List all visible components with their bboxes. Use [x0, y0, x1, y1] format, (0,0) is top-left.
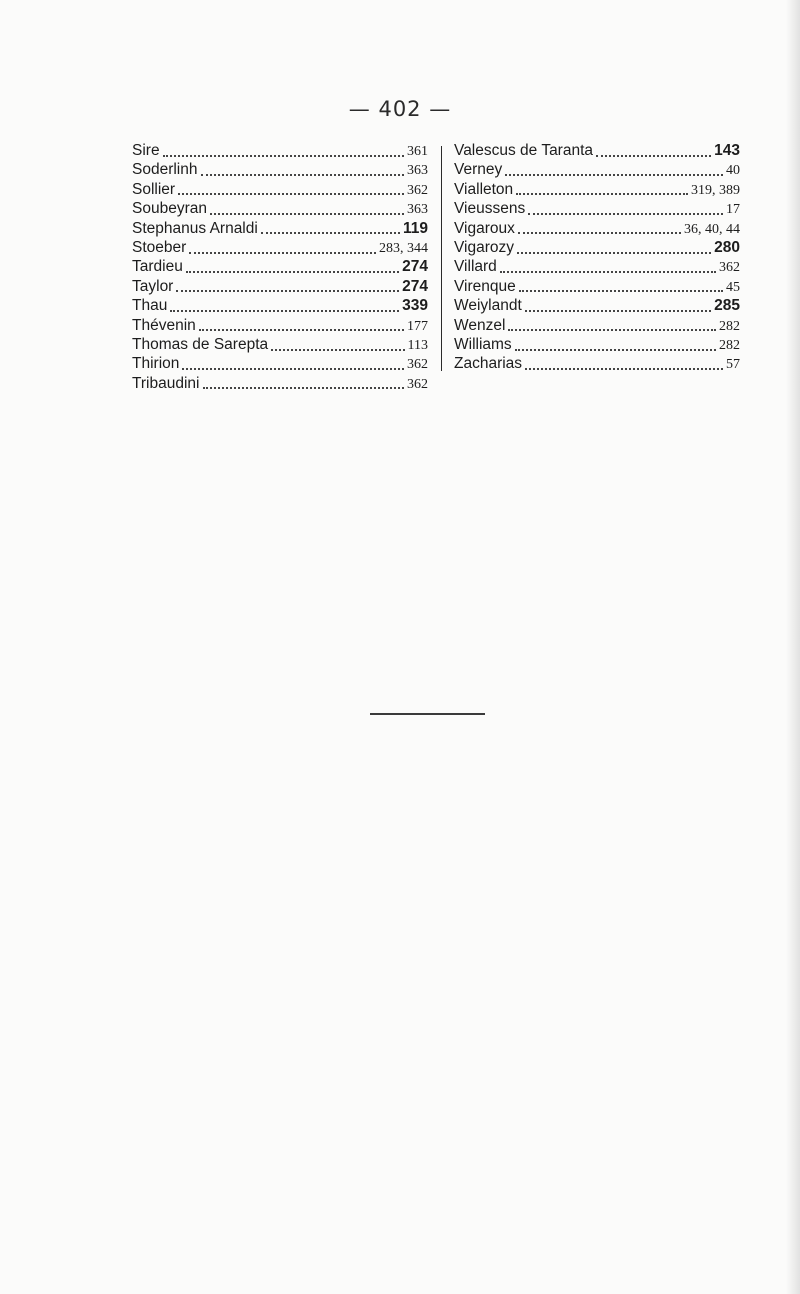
end-rule [370, 713, 485, 715]
entry-name: Vialleton [454, 180, 514, 198]
entry-pages: 113 [407, 337, 428, 353]
dot-leader [210, 213, 404, 215]
entry-name: Weiylandt [454, 297, 522, 315]
entry-name: Verney [454, 161, 503, 179]
entry-pages: 363 [407, 202, 428, 218]
index-entry [132, 354, 428, 373]
entry-pages: 282 [719, 318, 740, 334]
entry-pages: 36, 40, 44 [684, 221, 740, 237]
entry-pages: 282 [719, 337, 740, 353]
index-entry [132, 296, 428, 315]
dot-leader [525, 368, 723, 370]
index-entry [454, 277, 740, 296]
entry-pages: 361 [407, 144, 428, 159]
entry-name: Vieussens [454, 200, 526, 218]
index-entry [454, 160, 740, 179]
dot-leader [517, 252, 711, 254]
dot-leader [176, 290, 399, 292]
dot-leader [170, 310, 399, 312]
dot-leader [271, 349, 404, 351]
index-entry [132, 335, 428, 354]
entry-name: Soubeyran [132, 200, 207, 218]
index-entry [454, 219, 740, 238]
entry-name: Vigarozy [454, 238, 515, 256]
entry-name: Villard [454, 258, 497, 276]
entry-pages: 143 [714, 142, 740, 159]
entry-name: Wenzel [454, 316, 506, 334]
index-entry [454, 335, 740, 354]
entry-pages: 119 [402, 219, 428, 237]
entry-name: Thirion [132, 355, 180, 373]
index-entry [454, 199, 740, 218]
index-entry [132, 316, 428, 335]
index-entry [454, 180, 740, 199]
entry-name: Tardieu [132, 258, 183, 276]
entry-name: Valescus de Taranta [454, 142, 594, 159]
index-entry [132, 160, 428, 179]
page-number: — 402 — [348, 97, 452, 121]
index-entry [132, 141, 428, 160]
index-entry [454, 296, 740, 315]
dot-leader [519, 290, 723, 292]
column-divider [441, 146, 442, 371]
entry-pages: 274 [402, 258, 428, 276]
dot-leader [596, 155, 711, 157]
index-column-left [132, 141, 428, 393]
entry-name: Stephanus Arnaldi [132, 219, 258, 237]
page-edge-shadow [786, 0, 800, 1294]
index-entry [132, 180, 428, 199]
dot-leader [186, 271, 399, 273]
index-entry [132, 199, 428, 218]
dot-leader [178, 193, 404, 195]
dot-leader [515, 349, 716, 351]
entry-pages: 274 [402, 277, 428, 295]
entry-pages: 363 [407, 163, 428, 179]
entry-name: Thomas de Sarepta [132, 335, 269, 353]
index-entry [454, 354, 740, 373]
index-entry [132, 257, 428, 276]
entry-name: Soderlinh [132, 161, 198, 179]
entry-name: Thévenin [132, 316, 196, 334]
entry-name: Sollier [132, 180, 176, 198]
dot-leader [201, 174, 405, 176]
index-entry [454, 316, 740, 335]
dot-leader [199, 329, 404, 331]
index-entry [132, 238, 428, 257]
entry-pages: 362 [719, 260, 740, 276]
entry-pages: 319, 389 [691, 182, 740, 198]
entry-name: Sire [132, 142, 160, 159]
entry-pages: 40 [726, 163, 740, 179]
entry-name: Thau [132, 297, 168, 315]
index-entry [132, 277, 428, 296]
dot-leader [518, 232, 681, 234]
dot-leader [189, 252, 376, 254]
entry-name: Taylor [132, 277, 174, 295]
entry-name: Zacharias [454, 355, 523, 373]
dot-leader [505, 174, 723, 176]
entry-pages: 17 [726, 202, 740, 218]
dot-leader [528, 213, 723, 215]
entry-pages: 283, 344 [379, 240, 428, 256]
entry-name: Williams [454, 335, 512, 353]
entry-name: Tribaudini [132, 374, 200, 392]
entry-pages: 177 [407, 318, 428, 334]
entry-pages: 362 [407, 182, 428, 198]
entry-name: Vigaroux [454, 219, 515, 237]
dot-leader [182, 368, 404, 370]
entry-pages: 362 [407, 376, 428, 392]
entry-pages: 339 [402, 297, 428, 315]
index-column-right [454, 141, 740, 374]
entry-pages: 362 [407, 357, 428, 373]
index-entry [454, 141, 740, 160]
dot-leader [261, 232, 400, 234]
dot-leader [508, 329, 716, 331]
dot-leader [525, 310, 711, 312]
entry-name: Virenque [454, 277, 516, 295]
index-entry [454, 238, 740, 257]
entry-name: Stoeber [132, 238, 187, 256]
entry-pages: 280 [714, 238, 740, 256]
entry-pages: 57 [726, 357, 740, 373]
dot-leader [500, 271, 716, 273]
entry-pages: 45 [726, 279, 740, 295]
dot-leader [203, 387, 405, 389]
entry-pages: 285 [714, 297, 740, 315]
index-entry [454, 257, 740, 276]
index-entry [132, 219, 428, 238]
dot-leader [163, 155, 404, 157]
index-entry [132, 374, 428, 393]
dot-leader [516, 193, 688, 195]
